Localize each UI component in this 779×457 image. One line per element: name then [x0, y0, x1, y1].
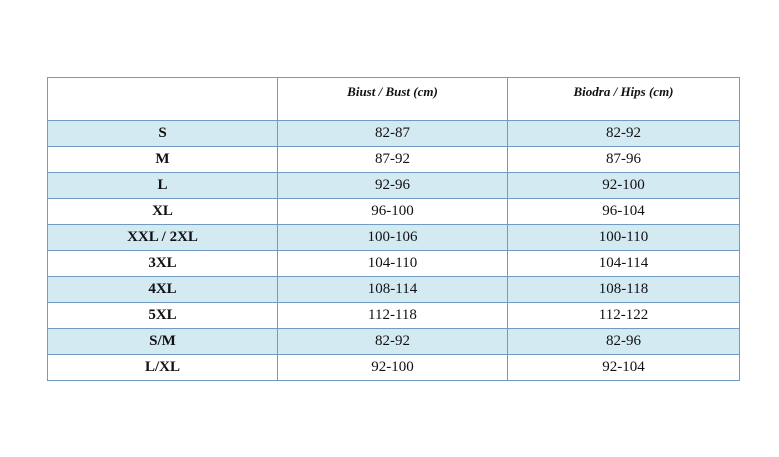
size-cell: 4XL — [48, 277, 278, 303]
size-cell: L/XL — [48, 355, 278, 381]
table-row — [48, 225, 740, 251]
bust-cell: 92-100 — [278, 355, 508, 381]
table-row — [48, 329, 740, 355]
header-row — [48, 78, 740, 121]
table-body — [48, 121, 740, 381]
hips-cell: 82-96 — [508, 329, 740, 355]
header-size — [48, 78, 278, 121]
bust-cell: 104-110 — [278, 251, 508, 277]
table-header — [48, 78, 740, 121]
table-row — [48, 121, 740, 147]
bust-cell: 82-87 — [278, 121, 508, 147]
size-cell: M — [48, 147, 278, 173]
hips-cell: 87-96 — [508, 147, 740, 173]
hips-cell: 92-100 — [508, 173, 740, 199]
size-cell: 3XL — [48, 251, 278, 277]
table-row — [48, 355, 740, 381]
size-cell: S/M — [48, 329, 278, 355]
hips-cell: 82-92 — [508, 121, 740, 147]
hips-cell: 108-118 — [508, 277, 740, 303]
table-row — [48, 303, 740, 329]
bust-cell: 87-92 — [278, 147, 508, 173]
bust-cell: 112-118 — [278, 303, 508, 329]
bust-cell: 100-106 — [278, 225, 508, 251]
hips-cell: 92-104 — [508, 355, 740, 381]
size-cell: S — [48, 121, 278, 147]
table-row — [48, 173, 740, 199]
bust-cell: 82-92 — [278, 329, 508, 355]
bust-cell: 108-114 — [278, 277, 508, 303]
table-row — [48, 147, 740, 173]
table-row — [48, 199, 740, 225]
size-cell: XXL / 2XL — [48, 225, 278, 251]
hips-cell: 96-104 — [508, 199, 740, 225]
hips-cell: 112-122 — [508, 303, 740, 329]
header-hips: Biodra / Hips (cm) — [508, 78, 740, 121]
size-cell: L — [48, 173, 278, 199]
bust-cell: 96-100 — [278, 199, 508, 225]
size-chart-table — [47, 77, 740, 381]
size-cell: 5XL — [48, 303, 278, 329]
table-row — [48, 251, 740, 277]
hips-cell: 104-114 — [508, 251, 740, 277]
hips-cell: 100-110 — [508, 225, 740, 251]
table-row — [48, 277, 740, 303]
size-cell: XL — [48, 199, 278, 225]
bust-cell: 92-96 — [278, 173, 508, 199]
header-bust: Biust / Bust (cm) — [278, 78, 508, 121]
